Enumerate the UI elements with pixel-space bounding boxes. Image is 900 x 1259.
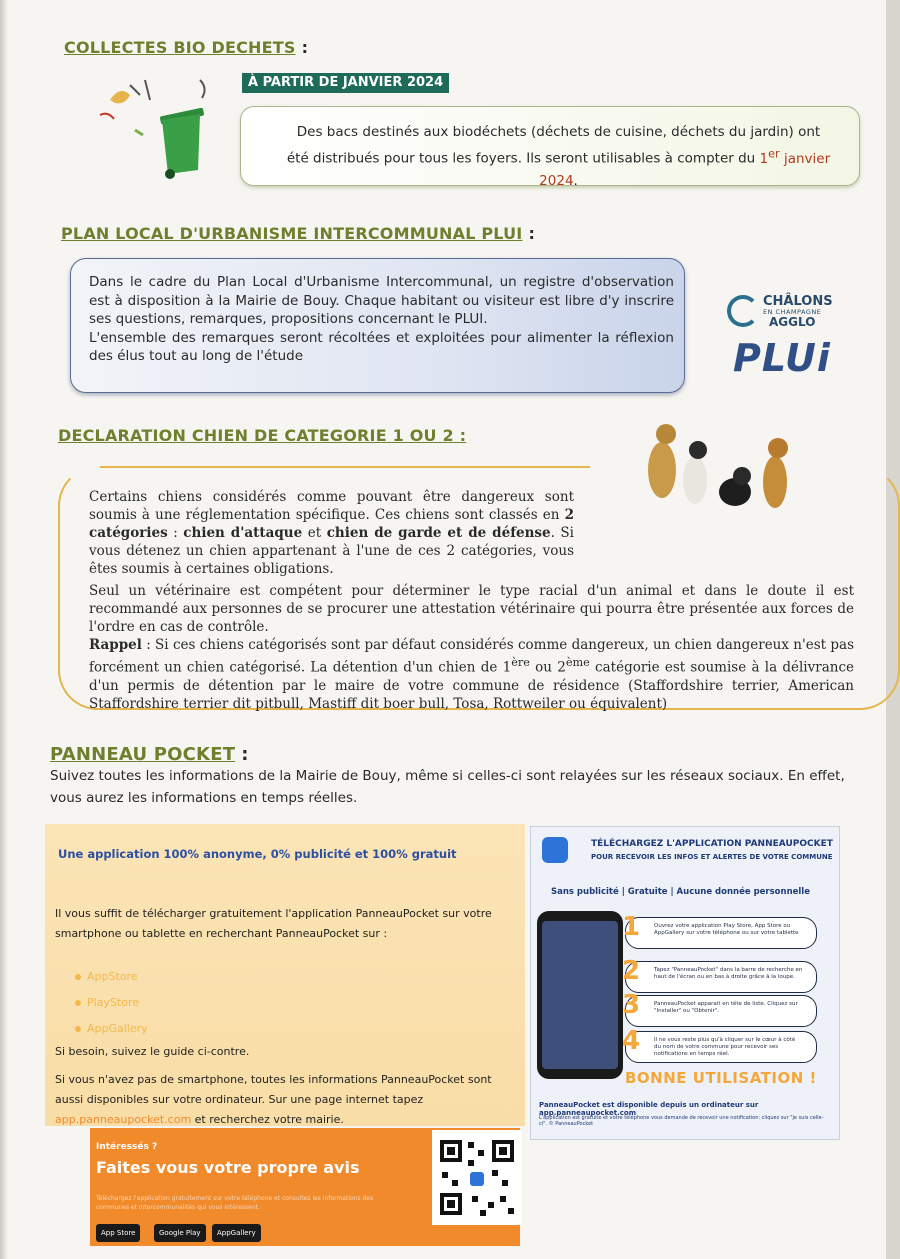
dogs-p1-g: . Si vous détenez un chien appartenant à l'une de ces 2 catégories, vous êtes soumis à certaines obligations.: [89, 525, 574, 577]
step-3-number: 3: [622, 990, 641, 1020]
dogs-p1-c: :: [167, 525, 184, 541]
step-4-number: 4: [622, 1026, 641, 1056]
panneau-paragraph-computer: [55, 1070, 510, 1130]
step-3-text: PanneauPocket apparait en tête de liste. Cliquez sur "Installer" ou "Obtenir".: [654, 1001, 798, 1014]
panneau-paragraph-download: Il vous suffit de télécharger gratuitement l'application PanneauPocket sur votre smartphone ou tablette en recherchant PanneauPocket sur :: [55, 907, 492, 940]
panneau-left-panel: [45, 824, 525, 1126]
phone-illustration: [537, 911, 623, 1079]
chalons-ring-icon: [727, 295, 759, 327]
bullet-icon: [75, 1026, 81, 1032]
plui-title-text: PLAN LOCAL D'URBANISME INTERCOMMUNAL PLUI: [61, 224, 523, 243]
guide-step-3: [622, 990, 817, 1027]
plui-paragraph-1: Dans le cadre du Plan Local d'Urbanisme Intercommunal, un registre d'observation est à disposition à la Mairie de Bouy. Chaque habitant ou visiteur est libre d'y inscrire ses questions, remarques, propositions concernant le PLUI.: [89, 274, 674, 327]
bio-date-banner: À PARTIR DE JANVIER 2024: [242, 73, 449, 93]
dogs-p3-c: catégorie est soumise à la délivrance d'un permis de détention par le maire de votre commune de résidence (Staffordshire terrier, American Staffordshire terrier dit pitbull, Mastiff dit boer bull, Tosa, Rottweiler ou équivalent): [89, 659, 854, 712]
dogs-p1-attack: chien d'attaque: [183, 525, 303, 541]
panneau-title-colon: :: [241, 744, 249, 765]
dogs-p1-categories: 2 catégories: [89, 507, 574, 541]
guide-step-4: [622, 1026, 817, 1063]
step-1-text: Ouvrez votre application Play Store, App Store ou AppGallery sur votre téléphone ou sur votre tablette: [654, 923, 799, 936]
dogs-paragraph-2: Seul un vétérinaire est compétent pour déterminer le type racial d'un animal et dans le doute il est recommandé aux personnes de se procurer une attestation vétérinaire qui pourra être présentée aux forces de l'ordre en cas de contrôle.: [89, 583, 854, 635]
bullet-icon: [75, 974, 81, 980]
bio-date-day: 1: [759, 150, 769, 167]
bullet-icon: [75, 1000, 81, 1006]
plui-info-text: [89, 273, 674, 366]
store-appgallery-label: AppGallery: [87, 1022, 148, 1035]
plui-logo: PLUi: [733, 336, 831, 380]
store-appstore-label: AppStore: [87, 970, 138, 983]
app-store-button[interactable]: App Store: [96, 1224, 140, 1242]
plui-section-title: [61, 224, 535, 243]
promo-small-text: Téléchargez l'application gratuitement sur votre téléphone et consultez les informations des communes et intercommunalités qui vous intéressent.: [96, 1195, 374, 1211]
bio-title-colon: :: [301, 38, 309, 57]
promo-question: Intéressés ?: [96, 1142, 158, 1152]
bio-section-title: [64, 38, 308, 57]
guide-subheading: POUR RECEVOIR LES INFOS ET ALERTES DE VOTRE COMMUNE: [591, 853, 833, 861]
guide-step-1: [622, 912, 817, 949]
dogs-paragraph-2-3: [89, 582, 854, 713]
phone-screen: [542, 921, 618, 1069]
chalons-agglo-logo: [727, 292, 837, 332]
panneau-url-link[interactable]: app.panneaupocket.com: [55, 1113, 192, 1126]
step-2-text: Tapez "PanneauPocket" dans la barre de recherche en haut de l'écran ou en bas à droite grâce à la loupe.: [654, 967, 803, 980]
store-playstore-label: PlayStore: [87, 996, 140, 1009]
panneau-section-title: [50, 744, 249, 765]
dogs-section-title: DECLARATION CHIEN DE CATEGORIE 1 OU 2 :: [58, 426, 467, 445]
page-shadow-left: [0, 0, 8, 1259]
dogs-p1-guard: chien de garde et de défense: [326, 525, 551, 541]
panneau-store-list: [75, 964, 148, 1042]
guide-step-2: [622, 956, 817, 993]
dogs-paragraph-1: [89, 488, 574, 578]
store-item-appgallery: [75, 1016, 148, 1042]
bio-text-end: .: [573, 172, 578, 189]
panneau-tagline: Une application 100% anonyme, 0% publicité et 100% gratuit: [58, 847, 457, 861]
store-item-playstore: [75, 990, 148, 1016]
panneau-intro: Suivez toutes les informations de la Mairie de Bouy, même si celles-ci sont relayées sur les réseaux sociaux. En effet, vous aurez les informations en temps réelles.: [50, 768, 845, 806]
panneau-paragraph-guide: Si besoin, suivez le guide ci-contre.: [55, 1045, 250, 1058]
qr-code-icon[interactable]: [432, 1130, 522, 1225]
dogs-p1-e: et: [302, 525, 327, 541]
plui-paragraph-2: L'ensemble des remarques seront récoltées et exploitées pour alimenter la réflexion des élus tout au long de l'étude: [89, 329, 674, 364]
panneau-p3-a: Si vous n'avez pas de smartphone, toutes les informations PanneauPocket sont aussi disponibles sur votre ordinateur. Sur une page internet tapez: [55, 1073, 492, 1106]
chalons-logo-sub: EN CHAMPAGNE: [763, 308, 822, 316]
dogs-p3-sup2: ème: [565, 656, 590, 669]
panneau-title-text: PANNEAU POCKET: [50, 744, 236, 765]
guide-tagline: Sans publicité | Gratuite | Aucune donnée personnelle: [551, 887, 810, 897]
dogs-paragraph-3: [89, 636, 854, 713]
dogs-p3-a: : Si ces chiens catégorisés sont par défaut considérés comme dangereux, un chien dangereux n'est pas forcément un chien catégorisé. La détention d'un chien de 1: [89, 637, 854, 676]
google-play-button[interactable]: Google Play: [154, 1224, 206, 1242]
step-2-number: 2: [622, 956, 641, 986]
dogs-rappel-label: Rappel: [89, 637, 142, 653]
panneau-guide-panel: [530, 826, 840, 1140]
promo-title: Faites vous votre propre avis: [96, 1158, 360, 1177]
bio-date-sup: er: [768, 147, 780, 160]
panneau-p3-b: et recherchez votre mairie.: [191, 1113, 344, 1126]
bio-info-box: [240, 106, 860, 189]
plui-info-box: [70, 258, 685, 393]
dogs-p3-sup1: ère: [511, 656, 530, 669]
store-item-appstore: [75, 964, 148, 990]
step-4-text: Il ne vous reste plus qu'à cliquer sur le cœur à côté du nom de votre commune pour recevoir ses notifications en temps réel.: [654, 1037, 796, 1057]
guide-footer-small: L'application est gratuite et votre téléphone vous demande de recevoir une notification: cliquez sur "je suis celle-ci". © PanneauPocket: [539, 1115, 824, 1127]
guide-heading: TÉLÉCHARGEZ L'APPLICATION PANNEAUPOCKET: [591, 839, 833, 849]
chalons-logo-agglo: AGGLO: [769, 315, 816, 329]
bio-info-text: [286, 121, 831, 192]
dogs-p1-a: Certains chiens considérés comme pouvant être dangereux sont soumis à une réglementation spécifique. Ces chiens sont classés en: [89, 489, 574, 523]
compost-bin-icon: [90, 70, 220, 180]
guide-footer: PanneauPocket est disponible depuis un ordinateur sur app.panneaupocket.com: [539, 1101, 759, 1117]
bio-title-text: COLLECTES BIO DECHETS: [64, 38, 296, 57]
bio-text-body: Des bacs destinés aux biodéchets (déchets de cuisine, déchets du jardin) ont été distribués pour tous les foyers. Ils seront utilisables à compter du: [286, 124, 821, 167]
bio-date-month: janvier 2024: [539, 150, 831, 189]
step-1-number: 1: [622, 912, 641, 942]
panneaupocket-app-icon: [542, 837, 568, 863]
plui-title-colon: :: [528, 224, 536, 243]
chalons-logo-name: CHÂLONS: [763, 294, 833, 309]
guide-bonne-utilisation: BONNE UTILISATION !: [625, 1069, 817, 1087]
dogs-p3-b: ou 2: [529, 659, 566, 676]
appgallery-button[interactable]: AppGallery: [212, 1224, 261, 1242]
